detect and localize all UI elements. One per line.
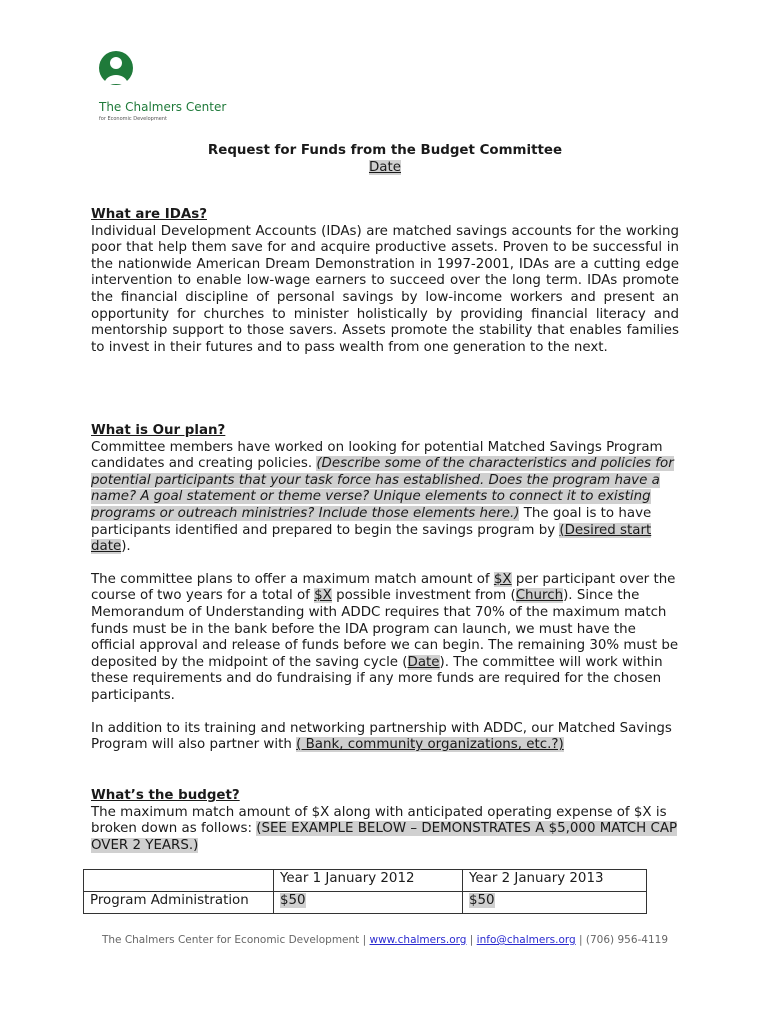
plan-text: ). Since the Memorandum of Understanding with ADDC requires that 70% of the maximum match funds must be in the bank before the IDA program can launch, we must have the official approval and release of funds before we can begin. The remaining 30% must be deposited by the midpoint of the saving cycle ( bbox=[91, 588, 679, 670]
budget-example-note: (SEE EXAMPLE BELOW – DEMONSTRATES A $5,000 MATCH CAP OVER 2 YEARS.) bbox=[91, 821, 678, 853]
table-row bbox=[84, 892, 647, 914]
plan-paragraph-2 bbox=[91, 572, 679, 705]
plan-paragraph-1 bbox=[91, 440, 679, 556]
footer-website-link[interactable]: www.chalmers.org bbox=[369, 934, 467, 946]
year2-amount-field[interactable]: $50 bbox=[469, 893, 495, 908]
chalmers-logo bbox=[96, 50, 256, 126]
plan-text: The committee plans to offer a maximum match amount of bbox=[91, 571, 494, 587]
section-what-are-idas bbox=[91, 207, 679, 356]
table-cell-value[interactable] bbox=[274, 892, 463, 914]
match-amount-field[interactable]: $X bbox=[493, 571, 512, 587]
church-field[interactable]: Church bbox=[515, 588, 564, 604]
table-header-cell: Year 1 January 2012 bbox=[274, 870, 463, 892]
section-budget bbox=[91, 788, 679, 854]
section-our-plan bbox=[91, 423, 679, 754]
table-header-cell: Year 2 January 2013 bbox=[463, 870, 647, 892]
budget-paragraph bbox=[91, 805, 679, 855]
start-date-field[interactable]: (Desired start date bbox=[91, 522, 652, 555]
total-amount-field[interactable]: $X bbox=[314, 588, 332, 604]
plan-text: ). The committee will work within these requirements and do fundraising if any more funds are required for the chosen participants. bbox=[91, 654, 663, 703]
plan-text: per participant over the course of two years for a total of bbox=[91, 571, 676, 604]
plan-text: The goal is to have participants identified and prepared to begin the savings program by bbox=[91, 505, 652, 538]
page-footer bbox=[95, 934, 675, 947]
section-heading: What is Our plan? bbox=[91, 423, 226, 438]
logo-subtitle: for Economic Development bbox=[99, 116, 167, 122]
plan-paragraph-3 bbox=[91, 721, 679, 754]
table-cell-value[interactable] bbox=[463, 892, 647, 914]
table-cell-label: Program Administration bbox=[84, 892, 274, 914]
midpoint-date-field[interactable]: Date bbox=[407, 654, 440, 670]
budget-text: The maximum match amount of $X along with anticipated operating expense of $X is broken down as follows: bbox=[91, 804, 667, 837]
footer-org: The Chalmers Center for Economic Development | bbox=[101, 934, 370, 946]
table-header-cell bbox=[84, 870, 274, 892]
date-field[interactable]: Date bbox=[368, 160, 401, 175]
logo-name: The Chalmers Center bbox=[99, 100, 227, 114]
plan-prompt-field[interactable]: (Describe some of the characteristics and policies for potential participants that your task force has established. Does the program have a name? A goal statement or theme verse? Unique elements to connect it to existing programs or outreach ministries? Include those elements here.) bbox=[91, 456, 674, 521]
chalmers-logo-icon bbox=[98, 50, 134, 86]
footer-email-link[interactable]: info@chalmers.org bbox=[476, 934, 576, 946]
plan-text: In addition to its training and networking partnership with ADDC, our Matched Savings Program will also partner with bbox=[91, 720, 672, 753]
partners-field[interactable]: ( Bank, community organizations, etc.?) bbox=[296, 737, 564, 753]
footer-separator: | bbox=[466, 934, 477, 946]
document-title: Request for Funds from the Budget Committee bbox=[207, 143, 563, 158]
year1-amount-field[interactable]: $50 bbox=[280, 893, 306, 908]
plan-text: Committee members have worked on looking for potential Matched Savings Program candidates and creating policies. bbox=[91, 439, 663, 472]
table-header-row bbox=[84, 870, 647, 892]
section-body: Individual Development Accounts (IDAs) are matched savings accounts for the working poor that help them save for and acquire productive assets. Proven to be successful in the nationwide American Dream Demonstration in 1997-2001, IDAs are a cutting edge intervention to enable low-wage earners to succeed over the long term. IDAs promote the financial discipline of personal savings by low-income workers and present an opportunity for churches to minister holistically by providing financial literacy and mentorship support to those savers. Assets promote the stability that enables families to invest in their futures and to pass wealth from one generation to the next. bbox=[91, 223, 679, 355]
footer-phone: | (706) 956-4119 bbox=[575, 934, 669, 946]
plan-text: possible investment from ( bbox=[331, 588, 516, 604]
document-header bbox=[0, 142, 770, 176]
budget-table bbox=[83, 869, 647, 914]
plan-text: ). bbox=[121, 539, 131, 555]
section-heading: What are IDAs? bbox=[91, 207, 207, 222]
section-heading: What’s the budget? bbox=[91, 788, 240, 803]
